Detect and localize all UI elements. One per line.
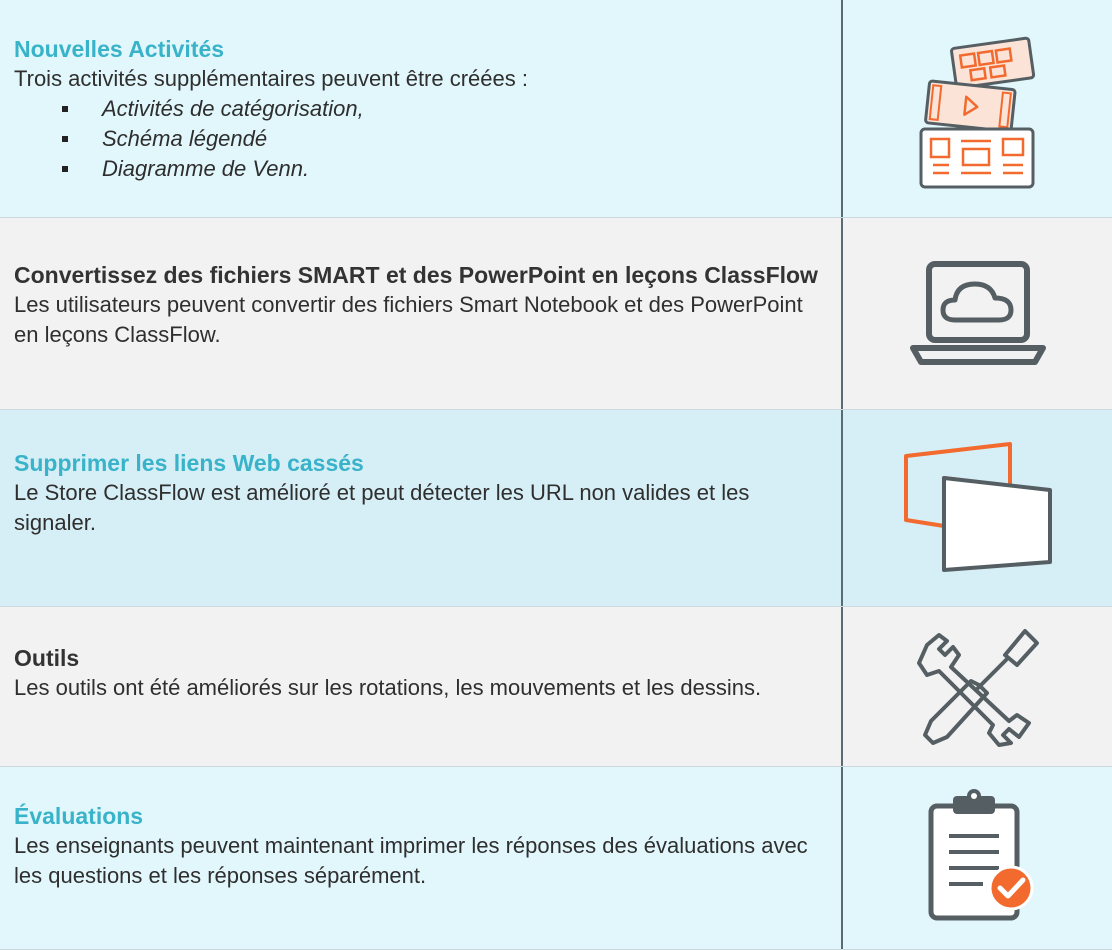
bullet-square-icon [62,136,68,142]
list-item: Activités de catégorisation, [62,94,827,124]
feature-row-tools [0,607,1112,767]
list-item: Schéma légendé [62,124,827,154]
tools-icon [913,625,1043,749]
feature-icon-cell [843,218,1112,409]
feature-text-cell [0,0,843,217]
feature-row-new-activities [0,0,1112,218]
feature-title: Convertissez des fichiers SMART et des PowerPoint en leçons ClassFlow [14,262,818,288]
feature-row-evaluations [0,767,1112,950]
feature-description: Les outils ont été améliorés sur les rotations, les mouvements et les dessins. [14,675,762,700]
feature-text-cell [0,767,843,949]
bullet-square-icon [62,106,68,112]
feature-title: Évaluations [14,803,144,829]
feature-icon-cell [843,607,1112,766]
laptop-cloud-icon [903,254,1053,374]
feature-icon-cell [843,0,1112,217]
feature-title: Outils [14,645,80,671]
feature-text-cell [0,607,843,766]
feature-title: Supprimer les liens Web cassés [14,450,364,476]
feature-description: Le Store ClassFlow est amélioré et peut détecter les URL non valides et les signaler. [14,480,750,535]
feature-icon-cell [843,410,1112,606]
feature-text-cell [0,410,843,606]
activities-icon [913,29,1043,189]
feature-icon-cell [843,767,1112,949]
bullet-square-icon [62,166,68,172]
feature-title: Nouvelles Activités [14,36,225,62]
clipboard-check-icon [913,788,1043,928]
feature-row-convert-files [0,218,1112,410]
list-item: Diagramme de Venn. [62,154,827,184]
feature-description: Les utilisateurs peuvent convertir des fichiers Smart Notebook et des PowerPoint en leçons ClassFlow. [14,292,803,347]
feature-row-broken-links [0,410,1112,607]
feature-description: Les enseignants peuvent maintenant imprimer les réponses des évaluations avec les questions et les réponses séparément. [14,833,808,888]
feature-description: Trois activités supplémentaires peuvent être créées : [14,66,528,91]
feature-text-cell [0,218,843,409]
broken-link-screens-icon [898,438,1058,578]
activity-list [14,94,827,184]
